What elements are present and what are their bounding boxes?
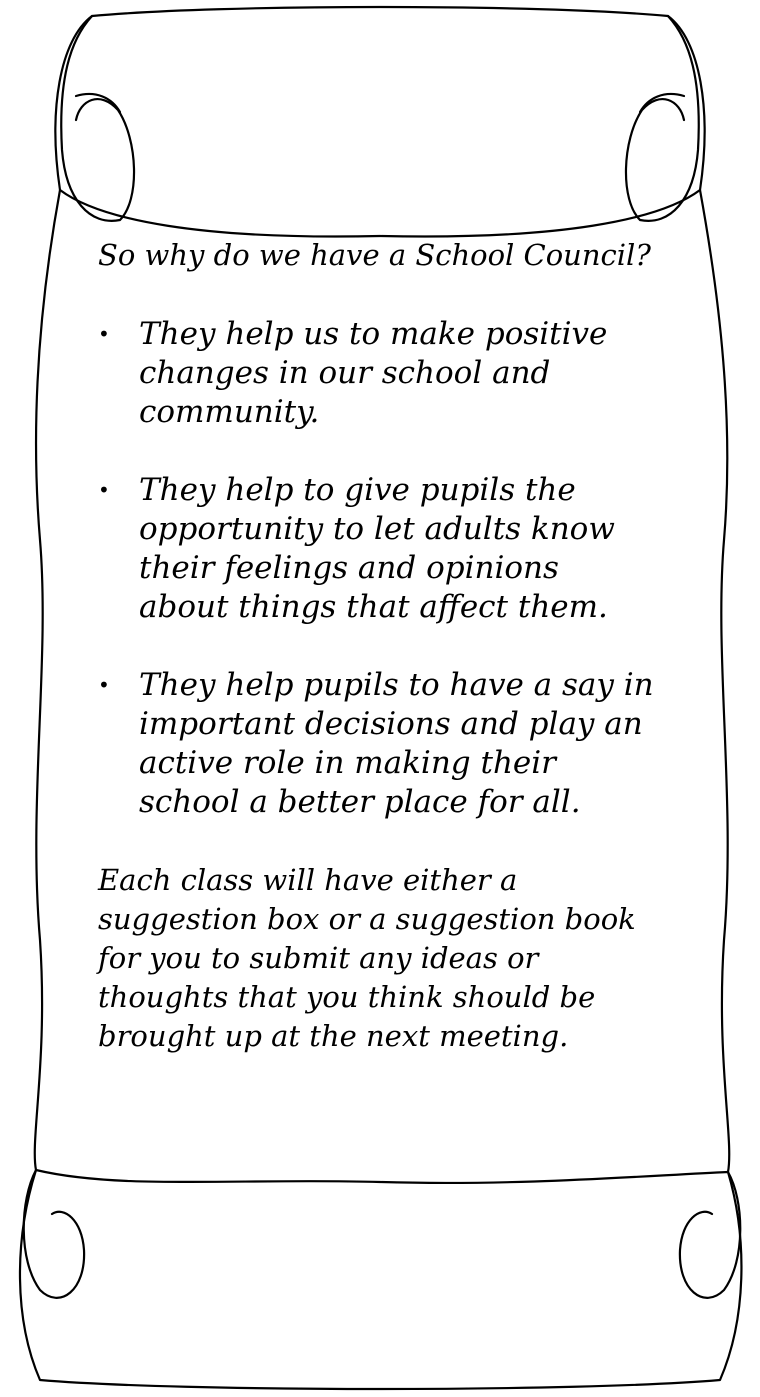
list-item: [98, 471, 658, 627]
reasons-list: [98, 315, 658, 822]
closing-paragraph: Each class will have either a suggestion box or a suggestion book for you to submit any ideas or thoughts that you think should be brought up at the next meeting.: [98, 863, 636, 1053]
scroll-bottom-roll: [20, 1170, 741, 1389]
reason-text: They help us to make positive changes in our school and community.: [139, 316, 608, 430]
reason-text: They help pupils to have a say in important decisions and play an active role in making their school a better place for all.: [139, 667, 654, 820]
scroll-bottom-right-curl: [680, 1172, 740, 1298]
list-item: [98, 666, 658, 822]
bullet-icon: •: [98, 673, 110, 697]
scroll-top-right-curl: [626, 16, 699, 221]
scroll-right-edge: [700, 190, 729, 1172]
list-item: [98, 315, 658, 432]
scroll-top-roll: [55, 7, 704, 237]
bullet-icon: •: [98, 478, 110, 502]
reason-text: They help to give pupils the opportunity to let adults know their feelings and opinions about things that affect them.: [139, 472, 615, 625]
scroll-content: [98, 236, 658, 1056]
scroll-left-edge: [35, 190, 60, 1170]
bullet-icon: •: [98, 322, 110, 346]
scroll-top-left-curl: [61, 16, 134, 221]
heading-question: So why do we have a School Council?: [98, 238, 651, 272]
scroll-bottom-left-curl: [24, 1170, 84, 1298]
